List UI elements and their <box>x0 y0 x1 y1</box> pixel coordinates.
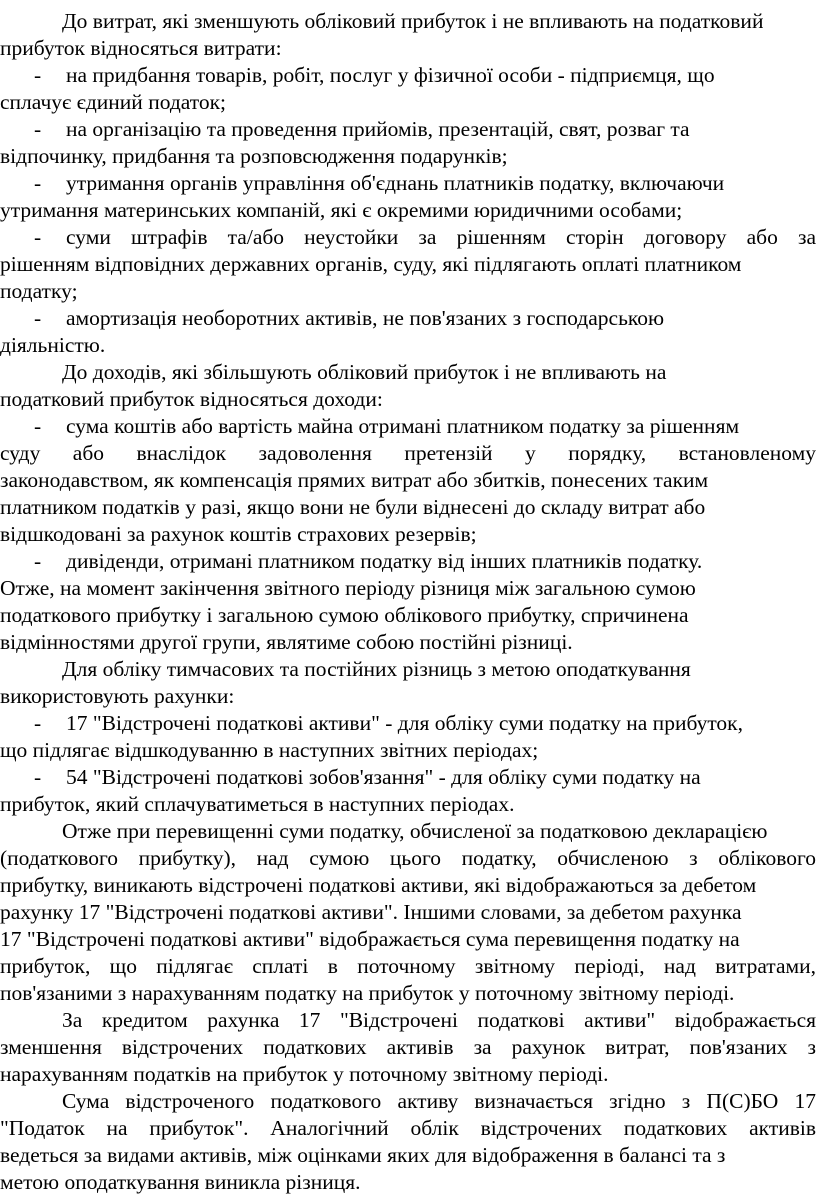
bullet-line: - дивіденди, отримані платником податку від інших платників податку. <box>34 549 703 573</box>
bullet-line: - сума коштів або вартість майна отримані платником податку за рішенням <box>34 414 740 438</box>
text-line: податку; <box>0 279 78 303</box>
text-line: 17 "Відстрочені податкові активи" відображається сума перевищення податку на <box>0 927 740 951</box>
text-line: метою оподаткування виникла різниця. <box>0 1170 361 1194</box>
text-line: Отже при перевищенні суми податку, обчисленої за податковою декларацією <box>62 819 768 843</box>
text-line: ведеться за видами активів, між оцінками яких для відображення в балансі та з <box>0 1143 726 1167</box>
bullet-line: - суми штрафів та/або неустойки за рішенням сторін договору або за <box>34 225 816 249</box>
text-line: відпочинку, придбання та розповсюдження подарунків; <box>0 144 508 168</box>
bullet-line: - на організацію та проведення прийомів, презентацій, свят, розваг та <box>34 117 690 141</box>
text-line: сплачує єдиний податок; <box>0 90 227 114</box>
bullet-line: - 54 "Відстрочені податкові зобов'язання" - для обліку суми податку на <box>34 765 701 789</box>
text-line: утримання материнських компаній, які є окремими юридичними особами; <box>0 198 683 222</box>
text-line: податкового прибутку і загальною сумою облікового прибутку, спричинена <box>0 603 689 627</box>
text-line: До доходів, які збільшують обліковий прибуток і не впливають на <box>62 360 667 384</box>
text-line: До витрат, які зменшують обліковий прибуток і не впливають на податковий <box>62 9 764 33</box>
bullet-line: - 17 "Відстрочені податкові активи" - для обліку суми податку на прибуток, <box>34 711 743 735</box>
text-line: що підлягає відшкодуванню в наступних звітних періодах; <box>0 738 539 762</box>
bullet-line: - амортизація необоротних активів, не пов'язаних з господарською <box>34 306 665 330</box>
text-line: Для обліку тимчасових та постійних різниць з метою оподаткування <box>62 657 691 681</box>
text-line: нарахуванням податків на прибуток у поточному звітному періоді. <box>0 1062 609 1086</box>
text-line: "Податок на прибуток". Аналогічний облік відстрочених податкових активів <box>0 1116 816 1140</box>
text-line: використовують рахунки: <box>0 684 235 708</box>
text-line: прибутку, виникають відстрочені податкові активи, які відображаються за дебетом <box>0 873 757 897</box>
text-line: рахунку 17 "Відстрочені податкові активи". Іншими словами, за дебетом рахунка <box>0 900 742 924</box>
text-line: платником податків у разі, якщо вони не були віднесені до складу витрат або <box>0 495 706 519</box>
text-line: пов'язаними з нарахуванням податку на прибуток у поточному звітному періоді. <box>0 981 735 1005</box>
text-line: діяльністю. <box>0 333 106 357</box>
text-line: прибуток, що підлягає сплаті в поточному звітному періоді, над витратами, <box>0 954 816 978</box>
text-line: Сума відстроченого податкового активу визначається згідно з П(С)БО 17 <box>62 1089 816 1113</box>
text-line: законодавством, як компенсація прямих витрат або збитків, понесених таким <box>0 468 709 492</box>
text-line: рішенням відповідних державних органів, суду, які підлягають оплаті платником <box>0 252 742 276</box>
text-line: (податкового прибутку), над сумою цього податку, обчисленою з облікового <box>0 846 816 870</box>
text-line: податковий прибуток відносяться доходи: <box>0 387 383 411</box>
text-line: відшкодовані за рахунок коштів страхових резервів; <box>0 522 477 546</box>
text-line: прибуток відносяться витрати: <box>0 36 282 60</box>
text-line: За кредитом рахунка 17 "Відстрочені податкові активи" відображається <box>62 1008 816 1032</box>
text-line: прибуток, який сплачуватиметься в наступних періодах. <box>0 792 515 816</box>
text-line: відмінностями другої групи, являтиме собою постійні різниці. <box>0 630 573 654</box>
text-line: Отже, на момент закінчення звітного періоду різниця між загальною сумою <box>0 576 696 600</box>
text-line: суду або внаслідок задоволення претензій у порядку, встановленому <box>0 441 816 465</box>
bullet-line: - на придбання товарів, робіт, послуг у фізичної особи - підприємця, що <box>34 63 715 87</box>
bullet-line: - утримання органів управління об'єднань платників податку, включаючи <box>34 171 725 195</box>
text-line: зменшення відстрочених податкових активів за рахунок витрат, пов'язаних з <box>0 1035 816 1059</box>
